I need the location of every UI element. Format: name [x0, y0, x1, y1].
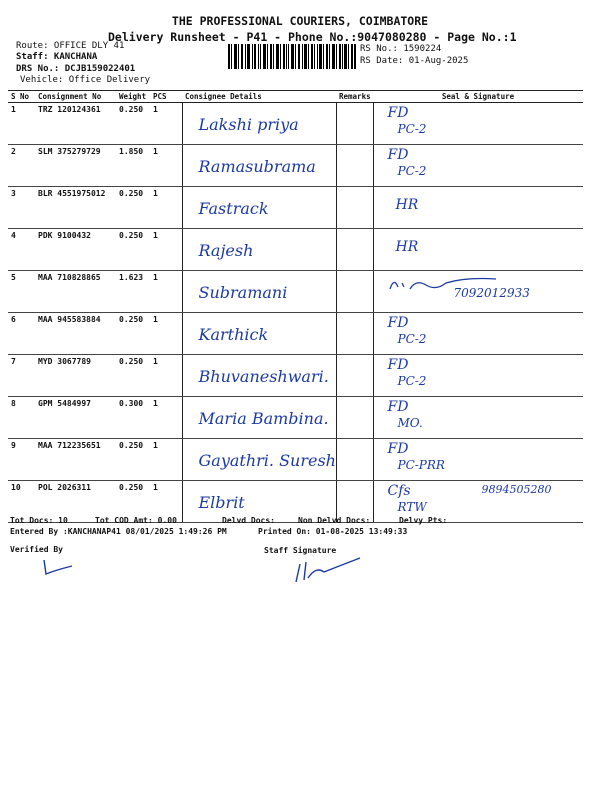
seal-handwriting: FD: [387, 105, 409, 121]
weight-cell: 1.850: [119, 147, 144, 156]
verified-by-label: Verified By: [10, 545, 63, 554]
delivered-docs: Delvd Docs:: [222, 516, 275, 525]
seal-note-handwriting: PC-2: [397, 122, 427, 136]
col-header-sno: S No: [8, 91, 35, 103]
consignee-handwriting: Gayathri. Suresh: [198, 451, 336, 470]
pcs-cell: 1: [153, 147, 158, 156]
pcs-cell: 1: [153, 399, 158, 408]
col-header-weight: Weight: [116, 91, 150, 103]
table-row: [8, 229, 583, 271]
table-header-row: [8, 91, 583, 103]
remarks-cell: [336, 397, 373, 439]
consignee-handwriting: Bhuvaneshwari.: [198, 367, 329, 386]
seal-note-handwriting: PC-PRR: [397, 458, 445, 472]
entered-by: Entered By :KANCHANAP41 08/01/2025 1:49:26 PM: [10, 527, 227, 536]
consignment-cell: BLR 4551975012: [38, 189, 106, 198]
table-row: [8, 103, 583, 145]
phone-handwriting: 7092012933: [453, 286, 530, 300]
col-header-remarks: Remarks: [336, 91, 373, 103]
sno-cell: 10: [11, 483, 21, 492]
remarks-cell: [336, 229, 373, 271]
sno-cell: 6: [11, 315, 16, 324]
sno-cell: 4: [11, 231, 16, 240]
seal-handwriting: FD: [387, 441, 409, 457]
table-row: [8, 271, 583, 313]
consignee-handwriting: Karthick: [198, 325, 269, 344]
weight-cell: 0.250: [119, 231, 144, 240]
consignment-cell: TRZ 120124361: [38, 105, 101, 114]
consignment-cell: POL 2026311: [38, 483, 91, 492]
pcs-cell: 1: [153, 105, 158, 114]
consignee-handwriting: Subramani: [198, 283, 288, 302]
seal-handwriting: FD: [387, 315, 409, 331]
consignee-handwriting: Lakshi priya: [198, 115, 299, 134]
col-header-pcs: PCS: [150, 91, 182, 103]
drs-number: DRS No.: DCJB159022401: [16, 64, 136, 74]
total-cod-amount: Tot COD Amt: 0.00: [95, 516, 177, 525]
consignment-cell: MAA 945583884: [38, 315, 101, 324]
sno-cell: 3: [11, 189, 16, 198]
pcs-cell: 1: [153, 315, 158, 324]
remarks-cell: [336, 313, 373, 355]
pcs-cell: 1: [153, 483, 158, 492]
consignee-handwriting: Maria Bambina.: [198, 409, 329, 428]
consignee-handwriting: Rajesh: [198, 241, 254, 260]
table-row: [8, 187, 583, 229]
seal-handwriting: HR: [395, 239, 419, 255]
seal-note-handwriting: MO.: [397, 416, 423, 430]
sno-cell: 7: [11, 357, 16, 366]
seal-note-handwriting: RTW: [397, 500, 427, 514]
consignment-cell: MYD 3067789: [38, 357, 91, 366]
table-row: [8, 355, 583, 397]
seal-handwriting: FD: [387, 399, 409, 415]
remarks-cell: [336, 439, 373, 481]
weight-cell: 0.250: [119, 441, 144, 450]
sno-cell: 9: [11, 441, 16, 450]
pcs-cell: 1: [153, 273, 158, 282]
table-row: [8, 439, 583, 481]
col-header-seal: Seal & Signature: [373, 91, 583, 103]
staff-signature-mark: [290, 556, 370, 586]
col-header-consignee: Consignee Details: [182, 91, 336, 103]
barcode: [228, 44, 356, 69]
pcs-cell: 1: [153, 441, 158, 450]
seal-handwriting: HR: [395, 197, 419, 213]
phone-handwriting: 9894505280: [481, 483, 552, 496]
sno-cell: 2: [11, 147, 16, 156]
seal-handwriting: FD: [387, 147, 409, 163]
table-row: [8, 313, 583, 355]
weight-cell: 0.250: [119, 315, 144, 324]
table-row: [8, 145, 583, 187]
remarks-cell: [336, 103, 373, 145]
pcs-cell: 1: [153, 357, 158, 366]
pcs-cell: 1: [153, 189, 158, 198]
consignee-handwriting: Fastrack: [198, 199, 269, 218]
remarks-cell: [336, 145, 373, 187]
sno-cell: 1: [11, 105, 16, 114]
weight-cell: 0.300: [119, 399, 144, 408]
consignment-cell: SLM 375279729: [38, 147, 101, 156]
staff-signature-label: Staff Signature: [264, 546, 337, 555]
sno-cell: 5: [11, 273, 16, 282]
table-row: [8, 397, 583, 439]
weight-cell: 0.250: [119, 483, 144, 492]
verifier-signature: [36, 556, 86, 580]
company-title: THE PROFESSIONAL COURIERS, COIMBATORE: [171, 14, 429, 28]
route-info: Route: OFFICE DLY 41: [16, 41, 125, 51]
weight-cell: 0.250: [119, 105, 144, 114]
printed-on: Printed On: 01-08-2025 13:49:33: [258, 527, 408, 536]
vehicle-info: Vehicle: Office Delivery: [20, 75, 151, 85]
col-header-consignment: Consignment No: [35, 91, 116, 103]
runsheet-table: [8, 90, 583, 523]
remarks-cell: [336, 355, 373, 397]
delivery-points: Delvy Pts:: [399, 516, 448, 525]
non-delivered-docs: Non Delvd Docs:: [298, 516, 371, 525]
seal-handwriting: FD: [387, 357, 409, 373]
consignee-handwriting: Ramasubrama: [198, 157, 316, 176]
consignment-cell: GPM 5484997: [38, 399, 91, 408]
remarks-cell: [336, 271, 373, 313]
rs-number: RS No.: 1590224: [360, 44, 442, 54]
pcs-cell: 1: [153, 231, 158, 240]
seal-note-handwriting: PC-2: [397, 374, 427, 388]
weight-cell: 0.250: [119, 357, 144, 366]
consignment-cell: MAA 712235651: [38, 441, 101, 450]
weight-cell: 0.250: [119, 189, 144, 198]
staff-info: Staff: KANCHANA: [16, 52, 98, 62]
consignment-cell: PDK 9100432: [38, 231, 91, 240]
total-docs: Tot Docs: 10: [10, 516, 68, 525]
runsheet-title: Delivery Runsheet - P41 - Phone No.:9047080280 - Page No.:1: [108, 30, 517, 44]
seal-note-handwriting: PC-2: [397, 164, 427, 178]
sno-cell: 8: [11, 399, 16, 408]
remarks-cell: [336, 187, 373, 229]
seal-handwriting: Cfs: [387, 483, 411, 499]
weight-cell: 1.623: [119, 273, 144, 282]
rs-date: RS Date: 01-Aug-2025: [360, 56, 469, 66]
seal-note-handwriting: PC-2: [397, 332, 427, 346]
consignment-cell: MAA 710828865: [38, 273, 101, 282]
consignee-handwriting: Elbrit: [198, 493, 245, 512]
